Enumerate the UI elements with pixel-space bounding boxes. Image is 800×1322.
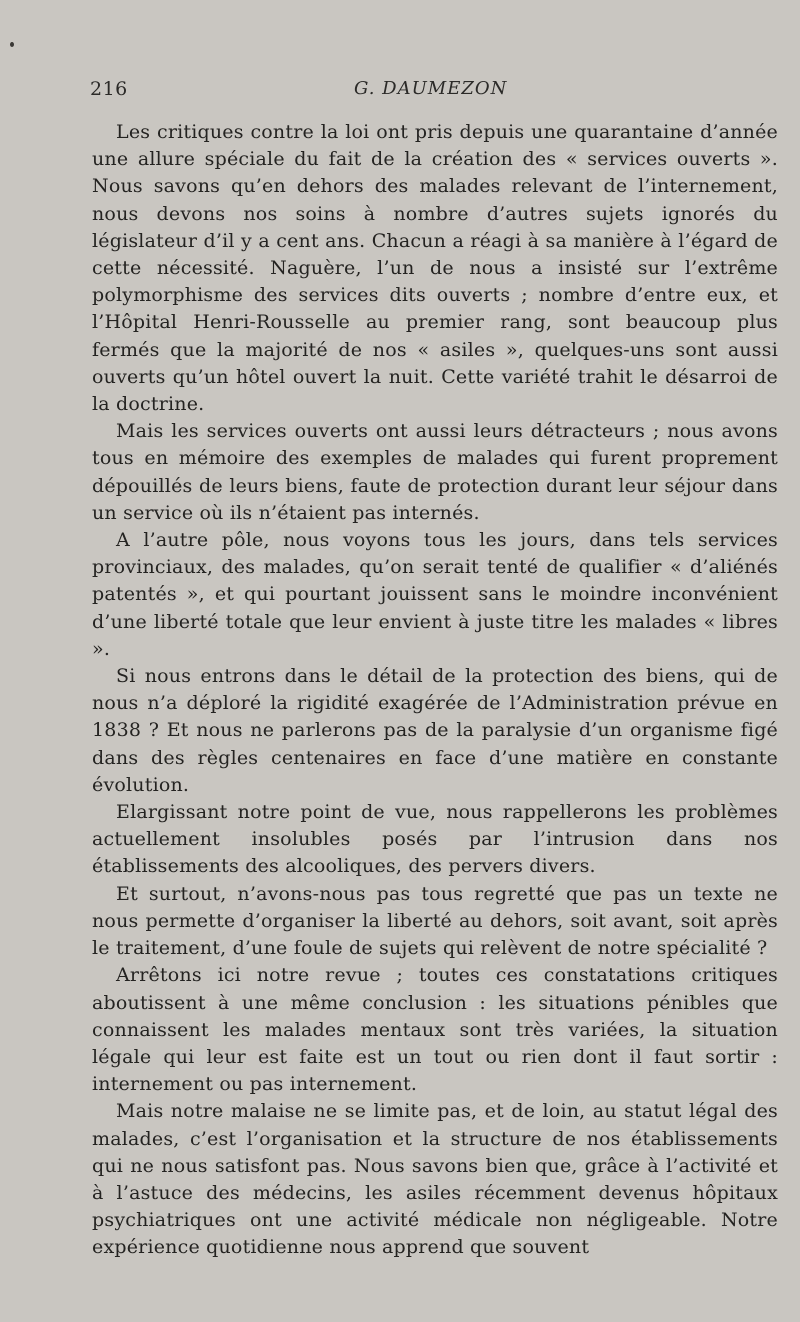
- paragraph-5: Elargissant notre point de vue, nous rappellerons les problèmes actuellement insolubles posés par l’intrusion dans nos établissements des alcooliques, des pervers divers.: [92, 801, 778, 878]
- running-head: G. DAUMEZON: [354, 78, 508, 99]
- paragraph-7: Arrêtons ici notre revue ; toutes ces constatations critiques aboutissent à une même conclusion : les situations pénibles que connaissent les malades mentaux sont très variées, la situation légale qui leur est faite est un tout ou rien dont il faut sortir : internement ou pas internement.: [92, 964, 778, 1096]
- paragraph-6: Et surtout, n’avons-nous pas tous regretté que pas un texte ne nous permette d’organiser la liberté au dehors, soit avant, soit après le traitement, d’une foule de sujets qui relèvent de notre spécialité ?: [92, 882, 778, 960]
- ink-speck: [10, 42, 14, 47]
- paragraph-8: Mais notre malaise ne se limite pas, et de loin, au statut légal des malades, c’est l’organisation et la structure de nos établissements qui ne nous satisfont pas. Nous savons bien que, grâce à l’activité et à l’astuce des médecins, les asiles récemment devenus hôpitaux psychiatriques ont une activité médicale non négligeable. Notre expérience quotidienne nous apprend que souvent: [92, 1100, 778, 1259]
- page-number: 216: [90, 78, 128, 100]
- paragraph-2: Mais les services ouverts ont aussi leurs détracteurs ; nous avons tous en mémoire des exemples de malades qui furent proprement dépouillés de leurs biens, faute de protection durant leur séjour dans un service où ils n’étaient pas internés.: [92, 420, 778, 524]
- paragraph-4: Si nous entrons dans le détail de la protection des biens, qui de nous n’a déploré la rigidité exagérée de l’Administration prévue en 1838 ? Et nous ne parlerons pas de la paralysie d’un organisme figé dans des règles centenaires en face d’une matière en constante évolution.: [92, 665, 778, 796]
- body-text: [92, 119, 778, 1262]
- page-header: [90, 78, 770, 102]
- paragraph-1: Les critiques contre la loi ont pris depuis une quarantaine d’année une allure spéciale du fait de la création des « services ouverts ». Nous savons qu’en dehors des malades relevant de l’internement, nous devons nos soins à nombre d’autres sujets ignorés du législateur d’il y a cent ans. Chacun a réagi à sa manière à l’égard de cette nécessité. Naguère, l’un de nous a insisté sur l’extrême polymorphisme des services dits ouverts ; nombre d’entre eux, et l’Hôpital Henri-Rousselle au premier rang, sont beaucoup plus fermés que la majorité de nos « asiles », quelques-uns sont aussi ouverts qu’un hôtel ouvert la nuit. Cette variété trahit le désarroi de la doctrine.: [92, 121, 778, 416]
- paragraph-3: A l’autre pôle, nous voyons tous les jours, dans tels services provinciaux, des malades, qu’on serait tenté de qualifier « d’aliénés patentés », et qui pourtant jouissent sans le moindre inconvénient d’une liberté totale que leur envient à juste titre les malades « libres ».: [92, 529, 778, 660]
